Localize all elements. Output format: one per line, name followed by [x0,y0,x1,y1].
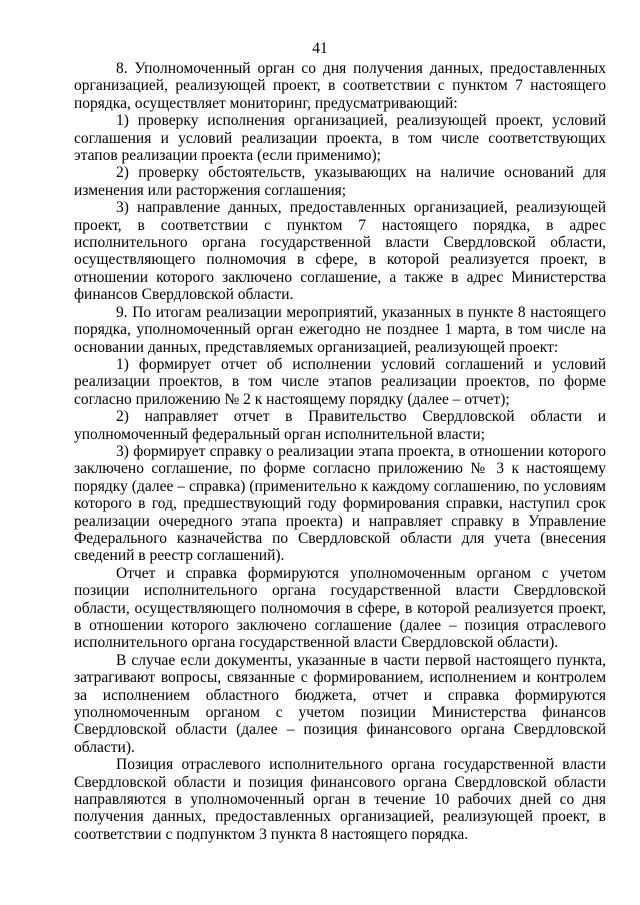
paragraph-budget-case: В случае если документы, указанные в части первой настоящего пункта, затрагивают вопросы, связанные с формированием, исполнением и контролем за исполнением областного бюджета, отчет и справка формируются уполномоченным органом с учетом позиции Министерства финансов Свердловской области (далее – позиция финансового органа Свердловской области). [74,651,606,756]
paragraph-9-item-3: 3) формирует справку о реализации этапа проекта, в отношении которого заключено соглашение, по форме согласно приложению № 3 к настоящему порядку (далее – справка) (применительно к каждому соглашению, по условиям которого в год, предшествующий году формирования справки, наступил срок реализации очередного этапа проекта) и направляет справку в Управление Федерального казначейства по Свердловской области для учета (внесения сведений в реестр соглашений). [74,442,606,565]
page-number: 41 [312,40,328,57]
paragraph-8-item-1: 1) проверку исполнения организацией, реализующей проект, условий соглашения и условий реализации проекта, в том числе соответствующих этапов реализации проекта (если применимо); [74,112,606,165]
paragraph-9-item-2: 2) направляет отчет в Правительство Свердловской области и уполномоченный федеральный орган исполнительной власти; [74,408,606,443]
paragraph-8-item-3: 3) направление данных, предоставленных организацией, реализующей проект, в соответствии с пунктом 7 настоящего порядка, в адрес исполнительного органа государственной власти Свердловской области, осуществляющего полномочия в сфере, в которой реализуется проект, в отношении которого заключено соглашение, а также в адрес Министерства финансов Свердловской области. [74,199,606,304]
paragraph-9-item-1: 1) формирует отчет об исполнении условий соглашений и условий реализации проектов, в том числе этапов реализации проектов, по форме согласно приложению № 2 к настоящему порядку (далее – отчет); [74,355,606,408]
paragraph-8-item-2: 2) проверку обстоятельств, указывающих на наличие оснований для изменения или расторжения соглашения; [74,164,606,199]
paragraph-positions-deadline: Позиция отраслевого исполнительного органа государственной власти Свердловской области и позиция финансового органа Свердловской области направляются в уполномоченный орган в течение 10 рабочих дней со дня получения данных, предоставленных организацией, реализующей проект, в соответствии с подпунктом 3 пункта 8 настоящего порядка. [74,756,606,843]
paragraph-report-basis: Отчет и справка формируются уполномоченным органом с учетом позиции исполнительного органа государственной власти Свердловской области, осуществляющего полномочия в сфере, в которой реализуется проект, в отношении которого заключено соглашение (далее – позиция отраслевого исполнительного органа государственной власти Свердловской области). [74,564,606,652]
paragraph-8-intro: 8. Уполномоченный орган со дня получения данных, предоставленных организацией, реализующей проект, в соответствии с пунктом 7 настоящего порядка, осуществляет мониторинг, предусматривающий: [74,60,606,112]
paragraph-9-intro: 9. По итогам реализации мероприятий, указанных в пункте 8 настоящего порядка, уполномоченный орган ежегодно не позднее 1 марта, в том числе на основании данных, представляемых организацией, реализующей проект: [74,303,606,356]
document-body [74,60,606,843]
